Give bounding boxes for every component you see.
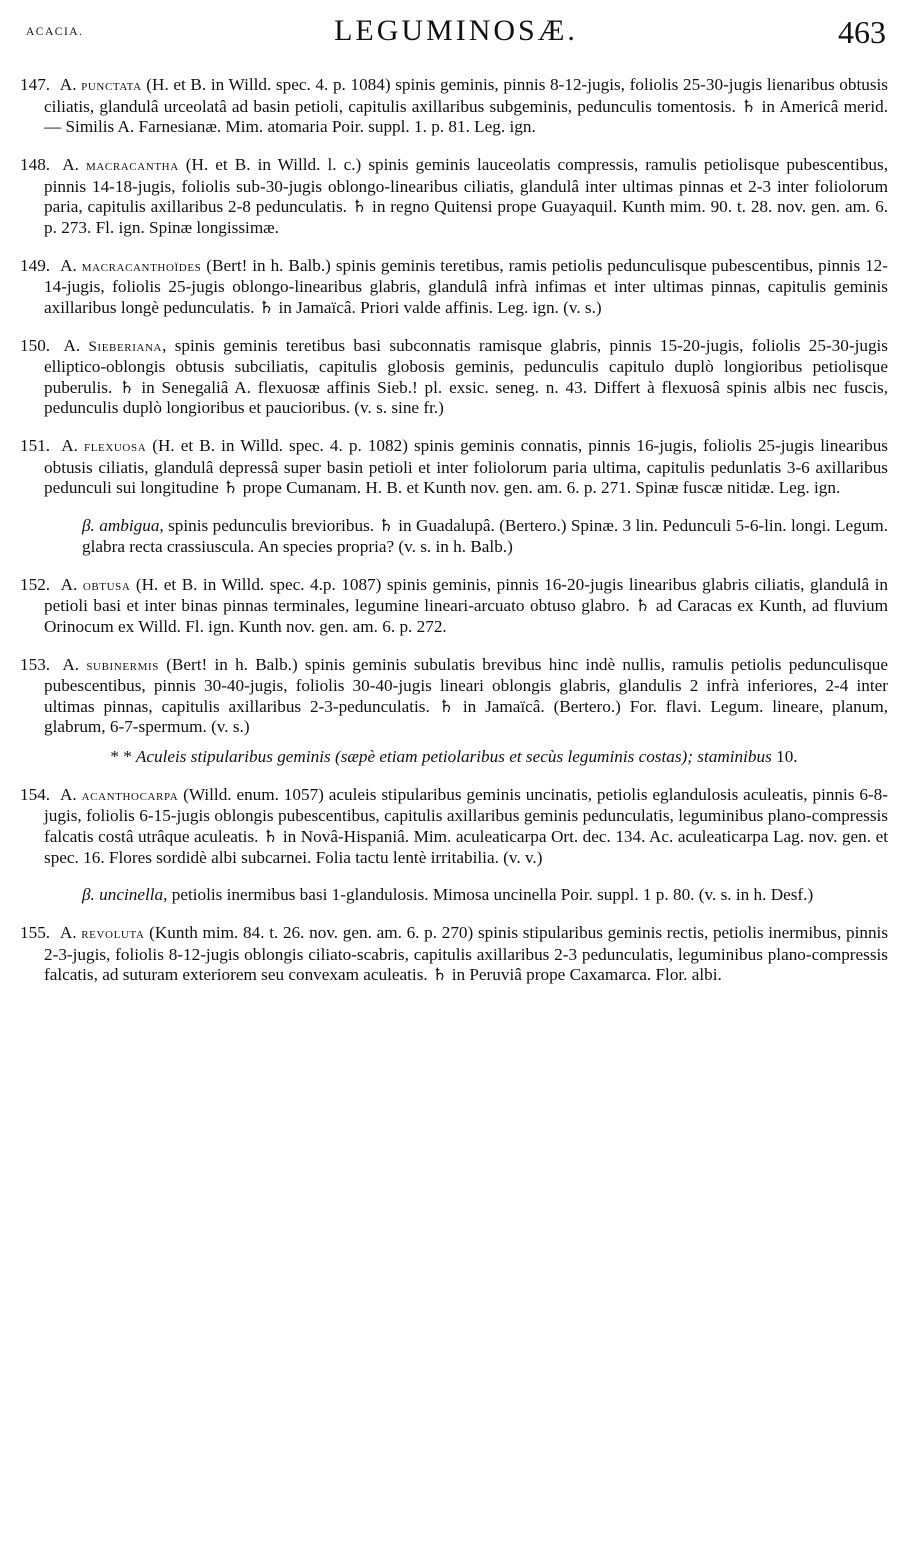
species-name: subinermis: [86, 657, 159, 674]
species-name: obtusa: [82, 577, 131, 594]
entry-genus: A.: [62, 654, 80, 674]
entry-number: 151.: [20, 436, 51, 456]
entry-genus: A.: [60, 574, 78, 594]
variety-entry: [82, 516, 888, 557]
species-name: flexuosa: [83, 439, 147, 456]
section-count: 10.: [776, 746, 798, 766]
entry-description: (H. et B. in Willd. spec. 4.p. 1087) spinis geminis, pinnis 16-20-jugis linearibus glabris ciliatis, glandulâ in petioli basi et inter binas pinnas terminales, legumine lineari-arcuato obtuso glabro. ♄ ad Caracas ex Kunth, ad fluvium Orinocum ex Willd. Fl. ign. Kunth nov. gen. am. 6. p. 272.: [44, 574, 888, 636]
entry-genus: A.: [60, 784, 77, 804]
running-head-genus: ACACIA.: [26, 26, 84, 38]
entry-number: 148.: [20, 155, 51, 175]
variety-entry: [82, 885, 888, 906]
species-name: macracanthoïdes: [81, 258, 202, 275]
entry-description: (Kunth mim. 84. t. 26. nov. gen. am. 6. p. 270) spinis stipularibus geminis rectis, petiolis inermibus, pinnis 2-3-jugis, foliolis 8-12-jugis oblongis ciliato-scabris, capitulis axillaribus 2-3 pedunculatis, leguminibus plano-compressis falcatis, ad suturam exteriorem seu convexam aculeatis. ♄ in Peruviâ prope Caxamarca. Flor. albi.: [44, 923, 889, 985]
species-entry: [20, 155, 888, 238]
variety-marker: β.: [82, 516, 95, 536]
species-entry: [20, 336, 888, 419]
entry-genus: A.: [62, 155, 79, 175]
section-heading: [20, 747, 888, 768]
species-entry: [20, 75, 888, 138]
variety-name: uncinella: [99, 885, 164, 905]
entry-description: , spinis geminis teretibus basi subconnatis ramisque glabris, pinnis 15-20-jugis, foliolis 25-30-jugis elliptico-oblongis obtusis subciliatis, capitulis globosis geminis, pedunculis capitulo duplò longioribus petiolisque puberulis. ♄ in Senegaliâ A. flexuosæ affinis Sieb.! pl. exsic. seneg. n. 43. Differt à flexuosâ spinis albis nec fuscis, pedunculis duplò longioribus et paucioribus. (v. s. sine fr.): [44, 335, 888, 418]
entry-number: 154.: [20, 784, 51, 804]
variety-name: ambigua: [99, 516, 160, 536]
entry-number: 150.: [20, 335, 51, 355]
entry-genus: A.: [60, 255, 77, 275]
entry-description: (H. et B. in Willd. spec. 4. p. 1082) spinis geminis connatis, pinnis 16-jugis, foliolis 25-jugis linearibus obtusis ciliatis, glandulâ depressâ super basin petioli et inter foliolorum paria ultima, capitulis pedunlatis 3-6 axillaribus pedunculi sui longitudine ♄ prope Cumanam. H. B. et Kunth nov. gen. am. 6. p. 271. Spinæ fuscæ nitidæ. Leg. ign.: [44, 436, 888, 498]
entry-number: 147.: [20, 75, 51, 95]
page-number: 463: [838, 14, 886, 50]
section-text: Aculeis stipularibus geminis (sæpè etiam petiolaribus et secùs leguminis costas); staminibus: [135, 746, 772, 766]
entry-description: (H. et B. in Willd. spec. 4. p. 1084) spinis geminis, pinnis 8-12-jugis, foliolis 25-30-jugis lienaribus obtusis ciliatis, glandulâ urceolatâ ad basin petioli, capitulis axillaribus subgeminis, pedunculis tomentosis. ♄ in Americâ merid. — Similis A. Farnesianæ. Mim. atomaria Poir. suppl. 1. p. 81. Leg. ign.: [44, 75, 888, 137]
species-entry: [20, 436, 888, 499]
entry-description: (H. et B. in Willd. l. c.) spinis geminis lauceolatis compressis, ramulis petiolisque pubescentibus, pinnis 14-18-jugis, foliolis sub-30-jugis oblongo-linearibus ciliatis, glandulâ inter ultimas pinnas et 2-3 inter foliolorum paria, capitulis axillaribus 2-8 pedunculatis. ♄ in regno Quitensi prope Guayaquil. Kunth mim. 90. t. 28. nov. gen. am. 6. p. 273. Fl. ign. Spinæ longissimæ.: [44, 155, 888, 237]
entry-number: 153.: [20, 654, 51, 674]
entry-genus: A.: [61, 436, 78, 456]
variety-description: , spinis pedunculis brevioribus. ♄ in Guadalupâ. (Bertero.) Spinæ. 3 lin. Pedunculi 5-6-lin. longi. Legum. glabra recta crassiuscula. An species propria? (v. s. in h. Balb.): [82, 516, 888, 556]
entry-genus: A.: [63, 335, 81, 355]
section-stars: * *: [110, 746, 132, 766]
entry-description: (Bert! in h. Balb.) spinis geminis subulatis brevibus hinc indè nullis, ramulis petiolis pedunculisque pubescentibus, pinnis 30-40-jugis, foliolis 30-40-jugis lineari oblongis glabris, glandulis 2 infrà inferiores, 2-4 inter ultimas pinnas, capitulis axillaribus 2-3-pedunculatis. ♄ in Jamaïcâ. (Bertero.) For. flavi. Legum. lineare, planum, glabrum, 6-7-spermum. (v. s.): [44, 654, 889, 737]
variety-description: , petiolis inermibus basi 1-glandulosis. Mimosa uncinella Poir. suppl. 1 p. 80. (v. s. in h. Desf.): [163, 885, 814, 905]
entry-genus: A.: [59, 75, 77, 95]
entry-number: 149.: [20, 255, 51, 275]
species-entry: [20, 923, 888, 986]
species-entry: [20, 256, 888, 319]
species-name: Sieberiana: [88, 338, 163, 355]
species-entry: [20, 655, 888, 738]
running-head-family: LEGUMINOSÆ.: [334, 14, 578, 47]
species-name: acanthocarpa: [81, 787, 179, 804]
entry-description: (Willd. enum. 1057) aculeis stipularibus geminis uncinatis, petiolis eglandulosis aculeatis, pinnis 6-8-jugis, foliolis 6-15-jugis oblongis pubescentibus, capitulis axillaribus geminis pedunculatis, leguminibus plano-compressis falcatis costâ utrâque aculeatis. ♄ in Novâ-Hispaniâ. Mim. aculeaticarpa Ort. dec. 134. Ac. aculeaticarpa Lag. nov. gen. et spec. 16. Flores sordidè albi subcarnei. Folia tactu lentè irritabilia. (v. v.): [44, 784, 888, 867]
entry-genus: A.: [59, 923, 77, 943]
species-entry: [20, 575, 888, 638]
entry-description: (Bert! in h. Balb.) spinis geminis teretibus, ramis petiolis pedunculisque pubescentibus, pinnis 12-14-jugis, foliolis 25-jugis oblongo-linearibus glabris, glandulâ infrà infimas et inter ultimas pinnas, capitulis geminis axillaribus longè pedunculatis. ♄ in Jamaïcâ. Priori valde affinis. Leg. ign. (v. s.): [44, 255, 888, 317]
species-name: punctata: [81, 78, 142, 95]
page-body: [20, 58, 888, 995]
species-entry: [20, 785, 888, 868]
species-name: revoluta: [81, 926, 145, 943]
species-name: macracantha: [85, 158, 179, 175]
page-header: [26, 14, 886, 58]
variety-marker: β.: [82, 885, 95, 905]
entry-number: 155.: [20, 923, 51, 943]
entry-number: 152.: [20, 574, 51, 594]
